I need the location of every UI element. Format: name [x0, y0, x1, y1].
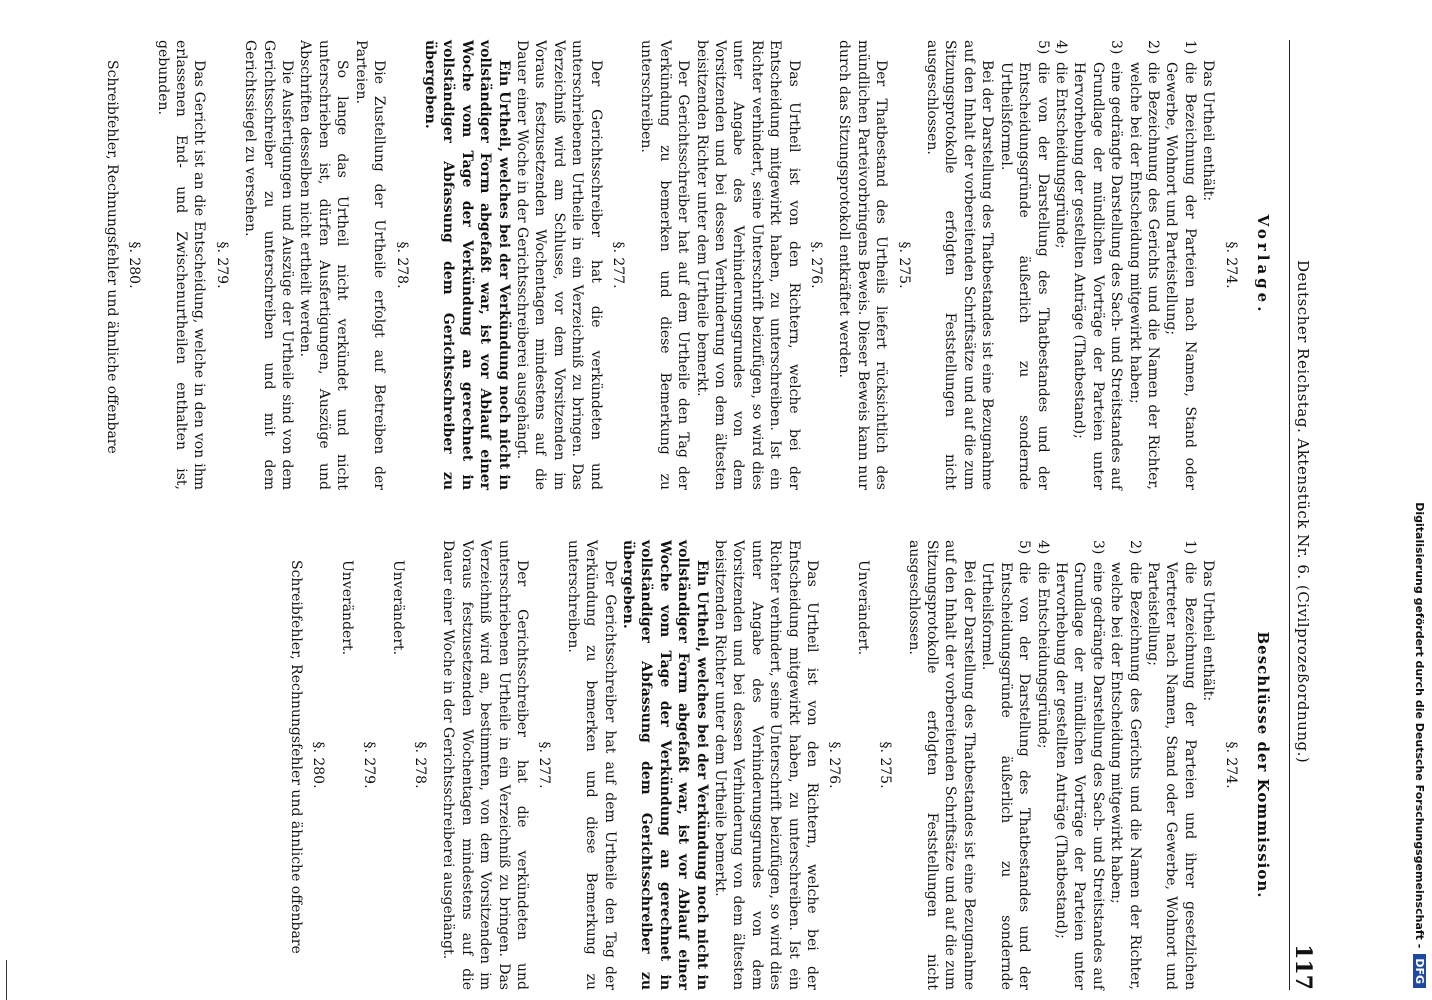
section-heading: §. 277. — [536, 741, 553, 789]
paragraph: Unverändert. — [389, 560, 406, 656]
paragraph: Unverändert. — [338, 560, 355, 656]
paragraph: Schreibfehler, Rechnungsfehler und ähnliche offenbare — [103, 60, 120, 454]
section-heading: §. 274. — [1222, 241, 1239, 289]
list-item: 1) die Bezeichnung der Parteien und ihrer gesetzlichen Vertreter nach Namen, Stand oder Gewerbe, Wohnort und Parteistellung; — [1144, 540, 1198, 990]
section-heading: §. 280. — [310, 741, 327, 789]
paragraph: Der Thatbestand des Urtheils liefert rücksichtlich des mündlichen Parteivorbringens Beweis. Dieser Beweis kann nur durch das Sitzungsprotokoll entkräftet werden. — [836, 40, 890, 490]
paragraph: Der Gerichtsschreiber hat die verkündeten und unterschriebenen Urtheile in ein Verzeichniß zu bringen. Das Verzeichniß wird am Schlusse, vor dem Vorsitzenden im Voraus festzusetzenden Wochentagen mindestens auf die Dauer einer Woche in der Gerichtsschreiberei ausgehängt. — [513, 40, 604, 490]
paragraph: Das Urtheil enthält: — [1200, 560, 1217, 702]
paragraph: Bei der Darstellung des Thatbestandes ist eine Bezugnahme auf den Inhalt der vorbereitenden Schriftsätze und auf die zum Sitzungsprotokolle erfolgten Feststellungen nicht ausgeschlossen. — [924, 40, 996, 490]
enumeration-list — [978, 540, 1199, 990]
section-heading: §. 278. — [393, 241, 410, 289]
section-heading: §. 278. — [411, 741, 428, 789]
list-item: 5) die von der Darstellung des Thatbestandes und der Entscheidungsgründe äußerlich zu sondernde Urtheilsformel. — [997, 40, 1051, 490]
paragraph: Der Gerichtsschreiber hat die verkündeten und unterschriebenen Urtheile in ein Verzeichniß zu bringen. Das Verzeichniß wird an, bestimmten, von dem Vorsitzenden im Voraus festzusetzenden Wochentagen mindestens auf die Dauer einer Woche in der Gerichtsschreiberei ausgehängt. — [440, 540, 530, 990]
list-item: 1) die Bezeichnung der Parteien nach Namen, Stand oder Gewerbe, Wohnort und Parteistellung; — [1163, 40, 1198, 490]
column-vorlage — [102, 40, 1272, 490]
list-item: 3) eine gedrängte Darstellung des Sach- und Streitstandes auf Grundlage der mündlichen Vorträge der Parteien unter Hervorhebung der gestellten Anträge (Thatbestand); — [1071, 40, 1125, 490]
paragraph: Bei der Darstellung des Thatbestandes ist eine Bezugnahme auf den Inhalt der vorbereitenden Schriftsätze und auf die zum Sitzungsprotokolle erfolgten Feststellungen nicht ausgeschlossen. — [905, 540, 977, 990]
section-heading: §. 276. — [808, 241, 825, 289]
section-heading: §. 276. — [826, 741, 843, 789]
list-item: 2) die Bezeichnung des Gerichts und die Namen der Richter, welche bei der Entscheidung mitgewirkt haben; — [1108, 540, 1143, 990]
paragraph-emphasized: Ein Urtheil, welches bei der Verkündung noch nicht in vollständiger Form abgefaßt war, ist vor Ablauf einer Woche vom Tage der Verkündung an gerechnet in vollständiger Abfassung dem Gerichtsschreiber zu übergeben. — [620, 540, 710, 990]
paragraph: Der Gerichtsschreiber hat auf dem Urtheile den Tag der Verkündung zu bemerken und diese Bemerkung zu unterschreiben. — [638, 40, 692, 490]
paragraph: Die Ausfertigungen und Auszüge der Urtheile sind von dem Gerichtsschreiber zu unterschreiben und mit dem Gerichtssiegel zu versehen. — [242, 40, 296, 490]
paragraph: Unverändert. — [854, 560, 871, 656]
paragraph: Schreibfehler, Rechnungsfehler und ähnliche offenbare — [287, 560, 304, 954]
column-title-kommission: Beschlüsse der Kommission. — [1254, 631, 1272, 899]
paragraph: Das Urtheil ist von den Richtern, welche bei der Entscheidung mitgewirkt haben, zu unterschreiben. Ist ein Richter verhindert, seine Unterschrift beizufügen, so wird dies unter Angabe des Verhinderungsgrundes von dem Vorsitzenden und bei dessen Verhinderung von dem ältesten beisitzenden Richter unter dem Urtheile bemerkt. — [693, 40, 802, 490]
digitization-ribbon — [1404, 8, 1426, 992]
paragraph: Die Zustellung der Urtheile erfolgt auf Betreiben der Parteien. — [352, 40, 388, 490]
list-item: 3) eine gedrängte Darstellung des Sach- und Streitstandes auf Grundlage der mündlichen Vorträge der Parteien unter Hervorhebung der gestellten Anträge (Thatbestand); — [1052, 540, 1106, 990]
list-item: 4) die Entscheidungsgründe; — [1052, 40, 1069, 249]
paragraph: So lange das Urtheil nicht verkündet und nicht unterschrieben ist, dürfen Ausfertigungen, Auszüge und Abschriften desselben nicht ertheilt werden. — [297, 40, 351, 490]
paragraph-emphasized: Ein Urtheil, welches bei der Verkündung noch nicht in vollständiger Form abgefaßt war, ist vor Ablauf einer Woche vom Tage der Verkündung an gerechnet in vollständiger Abfassung dem Gerichtsschreiber zu übergeben. — [421, 40, 512, 490]
page-header — [1286, 40, 1316, 990]
paragraph: Der Gerichtsschreiber hat auf dem Urtheile den Tag der Verkündung zu bemerken und diese Bemerkung zu unterschreiben. — [564, 540, 618, 990]
rotated-page-content — [16, 40, 1316, 990]
paragraph: Das Urtheil ist von den Richtern, welche bei der Entscheidung mitgewirkt haben, zu unterschreiben. Ist ein Richter verhindert, seine Unterschrift beizufügen, so wird dies unter Angabe des Verhinderungsgrundes von dem Vorsitzenden und bei dessen Verhinderung von dem ältesten beisitzenden Richter unter dem Urtheile bemerkt. — [712, 540, 821, 990]
column-title-vorlage: Vorlage. — [1254, 214, 1272, 316]
enumeration-list — [996, 40, 1198, 490]
section-heading: §. 275. — [895, 241, 912, 289]
list-item: 4) die Entscheidungsgründe; — [1034, 540, 1051, 749]
header-rule — [1289, 40, 1290, 990]
paragraph: Das Gericht ist an die Entscheidung, welche in den von ihm erlassenen End- und Zwischenurtheilen enthalten ist, gebunden. — [154, 40, 208, 490]
paragraph: Das Urtheil enthält: — [1200, 60, 1217, 202]
section-heading: §. 274. — [1222, 741, 1239, 789]
section-heading: §. 279. — [213, 241, 230, 289]
running-head: Deutscher Reichstag. Aktenstück Nr. 6. (Civilprozeßordnung.) — [1294, 260, 1312, 764]
list-item: 5) die von der Darstellung des Thatbestandes und der Entscheidungsgründe äußerlich zu sondernde Urtheilsformel. — [979, 540, 1033, 990]
scan-edge-mark — [6, 960, 7, 1000]
section-heading: §. 279. — [361, 741, 378, 789]
column-kommission — [287, 540, 1273, 990]
list-item: 2) die Bezeichnung des Gerichts und die Namen der Richter, welche bei der Entscheidung mitgewirkt haben; — [1126, 40, 1161, 490]
page-number: 117 — [1290, 944, 1316, 990]
section-heading: §. 280. — [126, 241, 143, 289]
section-heading: §. 275. — [877, 741, 894, 789]
dfg-logo: DFG — [1413, 954, 1426, 988]
section-heading: §. 277. — [610, 241, 626, 289]
digitization-note: Digitalisierung gefördert durch die Deutsche Forschungsgemeinschaft - — [1413, 502, 1426, 949]
